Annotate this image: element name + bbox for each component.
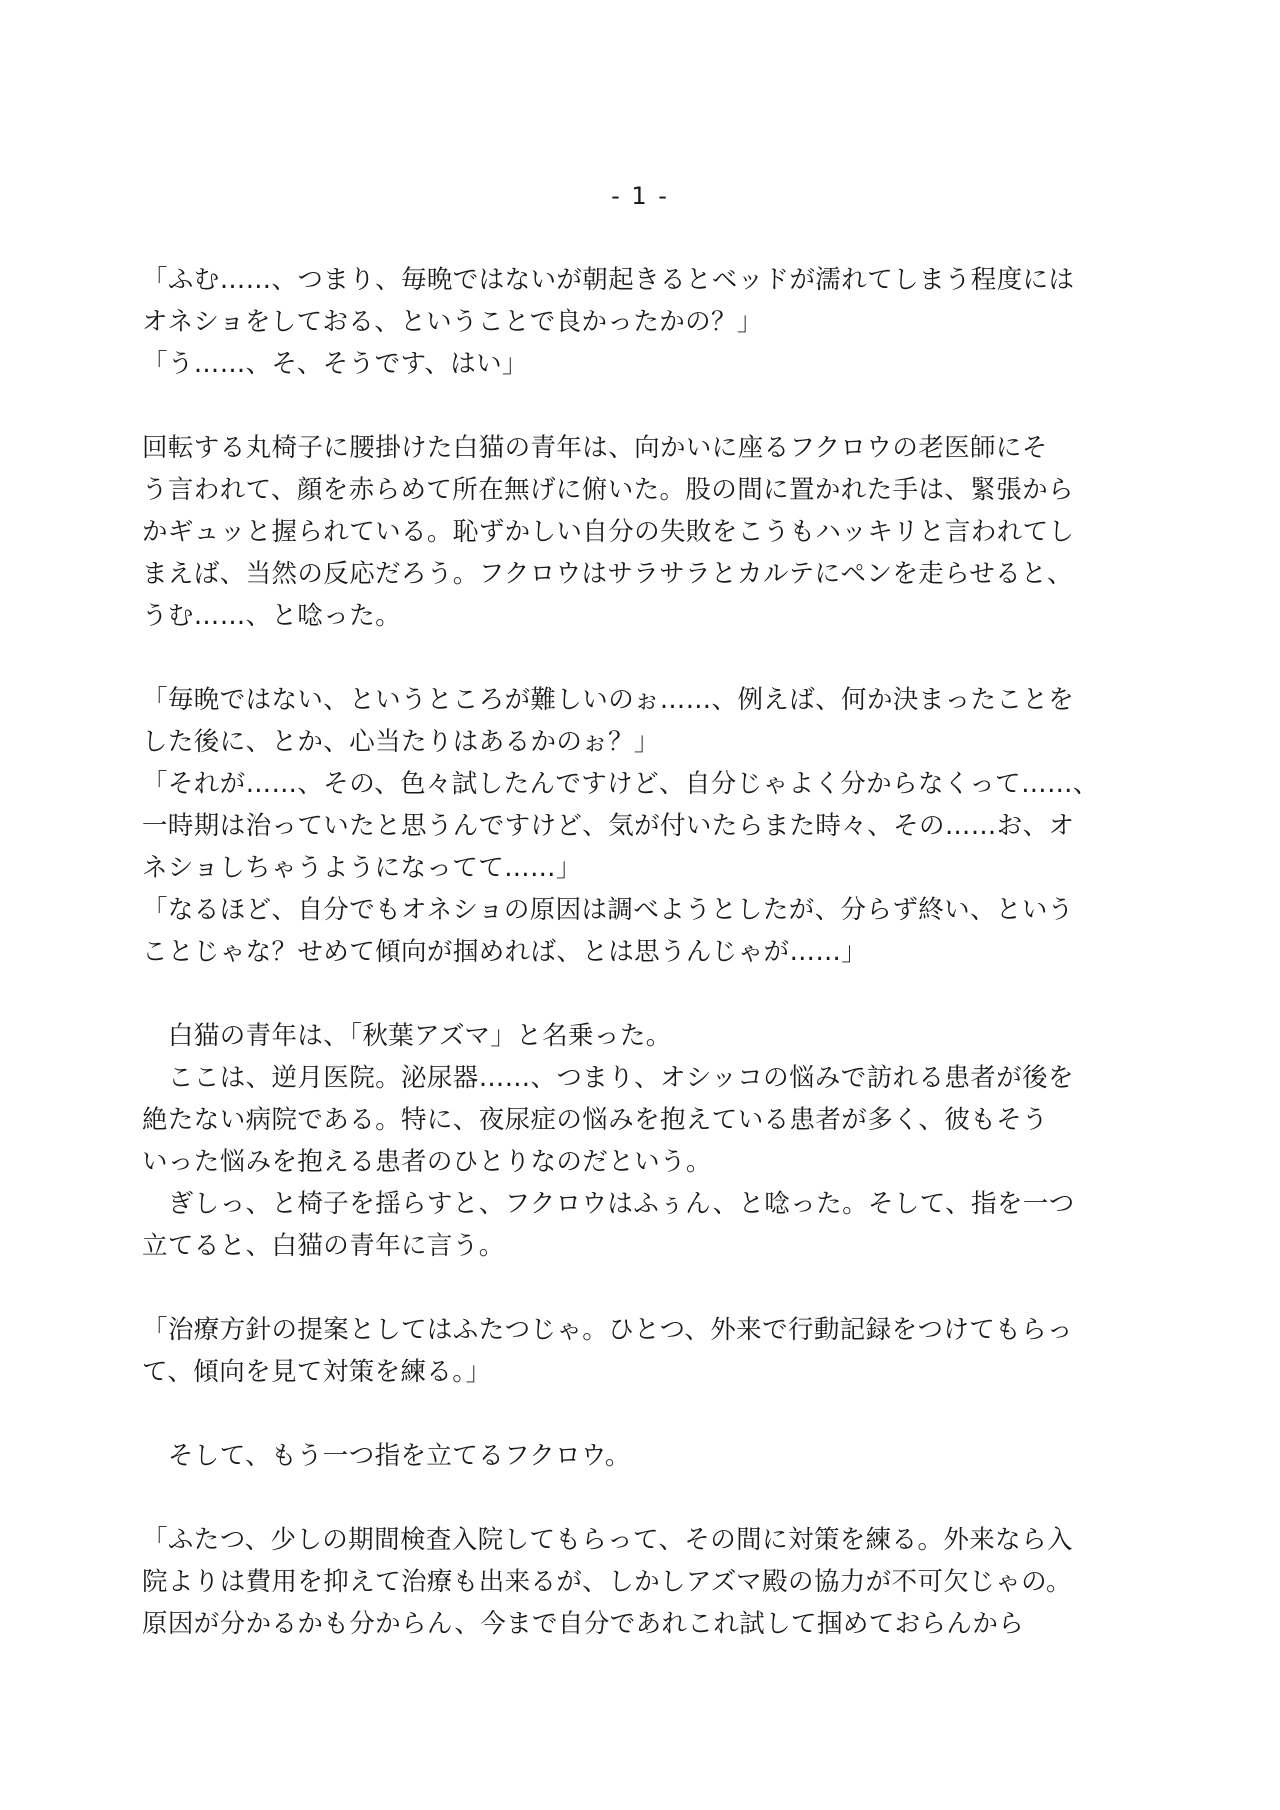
- text-line: 「ふたつ、少しの期間検査入院してもらって、その間に対策を練る。外来なら入: [142, 1525, 1073, 1555]
- text-line: 「それが……、その、色々試したんですけど、自分じゃよく分からなくって……、: [142, 769, 1099, 799]
- text-line: 「ふむ……、つまり、毎晩ではないが朝起きるとベッドが濡れてしまう程度には: [142, 265, 1075, 295]
- blank-line: [142, 1477, 1152, 1519]
- text-line: ことじゃな？せめて傾向が掴めれば、とは思うんじゃが……」: [142, 937, 868, 967]
- text-line: ここは、逆月医院。泌尿器……、つまり、オシッコの悩みで訪れる患者が後を: [142, 1063, 1074, 1093]
- blank-line: [142, 637, 1152, 679]
- text-line: いった悩みを抱える患者のひとりなのだという。: [142, 1147, 712, 1177]
- text-line: う言われて、顔を赤らめて所在無げに俯いた。股の間に置かれた手は、緊張から: [142, 475, 1074, 505]
- text-line: 「なるほど、自分でもオネショの原因は調べようとしたが、分らず終い、という: [142, 895, 1074, 925]
- text-line: ネショしちゃうようになってて……」: [142, 853, 582, 883]
- text-line: まえば、当然の反応だろう。フクロウはサラサラとカルテにペンを走らせると、: [142, 559, 1073, 589]
- text-line: 院よりは費用を抑えて治療も出来るが、しかしアズマ殿の協力が不可欠じゃの。: [142, 1567, 1072, 1597]
- body-text: [142, 259, 1152, 1645]
- text-line: 立てると、白猫の青年に言う。: [142, 1231, 505, 1261]
- text-line: ぎしっ、と椅子を揺らすと、フクロウはふぅん、と唸った。そして、指を一つ: [142, 1189, 1075, 1219]
- text-line: した後に、とか、心当たりはあるかのぉ？」: [142, 727, 660, 757]
- blank-line: [142, 385, 1152, 427]
- text-line: 絶たない病院である。特に、夜尿症の悩みを抱えている患者が多く、彼もそう: [142, 1105, 1048, 1135]
- text-line: 一時期は治っていたと思うんですけど、気が付いたらまた時々、その……お、オ: [142, 811, 1075, 841]
- blank-line: [142, 1393, 1152, 1435]
- text-line: 「治療方針の提案としてはふたつじゃ。ひとつ、外来で行動記録をつけてもらっ: [142, 1315, 1073, 1345]
- text-line: そして、もう一つ指を立てるフクロウ。: [142, 1441, 631, 1471]
- text-line: うむ……、と唸った。: [142, 601, 402, 631]
- blank-line: [142, 973, 1152, 1015]
- text-line: 回転する丸椅子に腰掛けた白猫の青年は、向かいに座るフクロウの老医師にそ: [142, 433, 1048, 463]
- text-line: て、傾向を見て対策を練る。」: [142, 1357, 492, 1387]
- page-number: - 1 -: [611, 182, 669, 210]
- text-line: オネショをしておる、ということで良かったかの？」: [142, 307, 763, 337]
- text-line: 「う……、そ、そうです、はい」: [142, 349, 528, 379]
- text-line: 「毎晩ではない、というところが難しいのぉ……、例えば、何か決まったことを: [142, 685, 1075, 715]
- text-line: 白猫の青年は、「秋葉アズマ」と名乗った。: [142, 1021, 672, 1051]
- blank-line: [142, 1267, 1152, 1309]
- text-line: かギュッと握られている。恥ずかしい自分の失敗をこうもハッキリと言われてし: [142, 517, 1075, 547]
- text-line: 原因が分かるかも分からん、今まで自分であれこれ試して掴めておらんから: [142, 1609, 1025, 1639]
